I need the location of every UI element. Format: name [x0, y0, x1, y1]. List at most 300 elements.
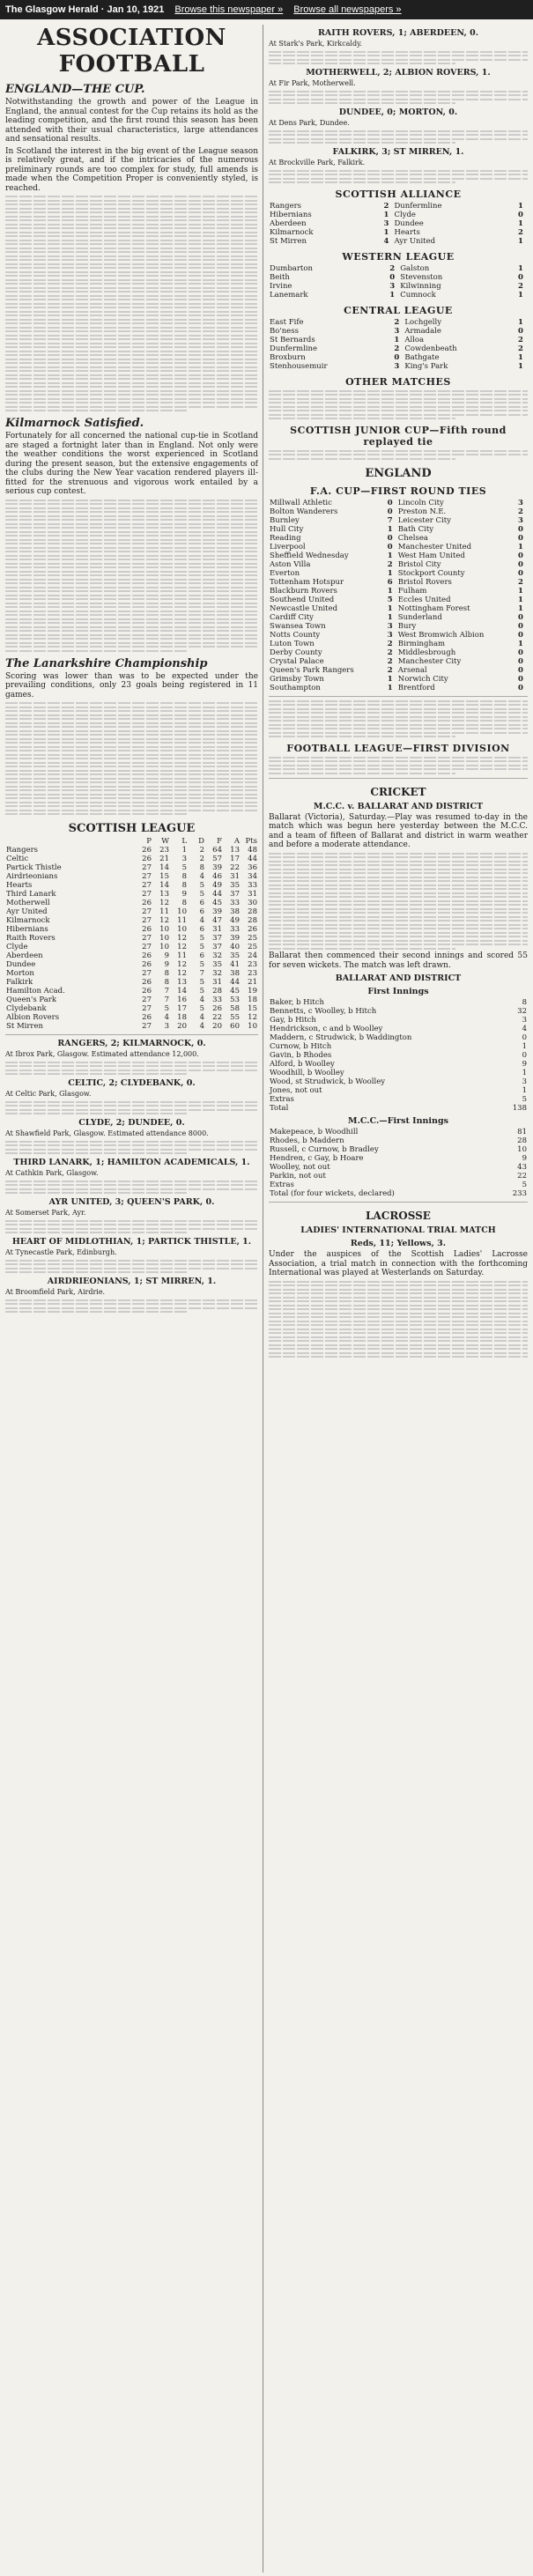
runs: 0 [522, 1051, 527, 1060]
article-text-line [5, 382, 258, 384]
browse-all-newspapers-link[interactable]: Browse all newspapers » [293, 4, 402, 15]
article-text-line [5, 227, 258, 229]
article-text-line [269, 91, 528, 93]
home-team: Queen's Park Rangers [270, 665, 354, 675]
article-text-line [5, 571, 258, 573]
table-cell: 10 [177, 925, 187, 934]
table-cell: 15 [248, 1004, 257, 1013]
article-text-line [269, 704, 528, 706]
article-text-line [5, 1232, 188, 1233]
section-title-alliance: SCOTTISH ALLIANCE [335, 189, 462, 200]
table-row [269, 211, 528, 219]
away-score: 1 [518, 639, 523, 648]
table-cell: 28 [248, 907, 257, 916]
article-text-line [269, 458, 455, 460]
table-cell: 40 [230, 943, 240, 951]
away-score: 2 [518, 336, 523, 344]
article-text-line [5, 707, 258, 708]
table-row [269, 551, 528, 560]
away-score: 1 [518, 202, 523, 211]
home-score: 7 [387, 515, 393, 525]
home-score: 1 [387, 568, 393, 578]
article-text-line [269, 908, 528, 910]
table-cell: 37 [212, 943, 222, 951]
home-score: 1 [389, 291, 396, 300]
article-text-line [269, 1352, 528, 1354]
article-text-line [5, 1152, 188, 1154]
browse-this-newspaper-link[interactable]: Browse this newspaper » [174, 4, 284, 15]
table-cell: 34 [248, 872, 257, 881]
table-cell: 45 [230, 987, 240, 996]
article-text-line [5, 702, 258, 704]
alliance-results [269, 202, 528, 246]
article-text-line [5, 283, 258, 285]
away-score: 0 [518, 648, 523, 657]
article-text-line [5, 255, 258, 257]
table-cell: 8 [181, 881, 187, 890]
table-cell: 27 [142, 996, 152, 1004]
article-text-line [5, 802, 258, 803]
home-team: Swansea Town [270, 621, 326, 631]
article-text-line [5, 1271, 188, 1273]
away-score: 0 [518, 327, 523, 336]
away-score: 1 [518, 318, 523, 327]
article-text-line [5, 240, 258, 241]
home-team: Lanemark [270, 291, 308, 300]
runs: 9 [522, 1154, 527, 1163]
away-score: 0 [518, 630, 523, 640]
away-score: 1 [518, 542, 523, 551]
table-row [5, 934, 258, 943]
table-cell: 26 [142, 960, 152, 969]
runs: 10 [517, 1145, 527, 1154]
match-result-headline: RANGERS, 2; KILMARNOCK, 0. [57, 1039, 206, 1048]
article-text-line [5, 370, 258, 372]
home-score: 3 [383, 219, 389, 228]
article-text-line [269, 724, 528, 726]
table-cell: 26 [142, 987, 152, 996]
article-text-line [269, 944, 528, 945]
article-text-line [5, 603, 258, 604]
home-score: 1 [387, 612, 393, 622]
article-text-line [269, 390, 528, 392]
article-text-line [5, 1062, 258, 1063]
column-header: P [146, 837, 152, 846]
article-text-line [5, 322, 258, 324]
away-team: West Bromwich Albion [397, 630, 485, 640]
home-score: 0 [387, 542, 393, 551]
table-cell: 8 [181, 872, 187, 881]
table-row [269, 344, 528, 353]
table-cell: 12 [159, 899, 169, 907]
home-team: Cardiff City [270, 612, 314, 622]
article-text-line [5, 235, 258, 237]
article-text-line [5, 598, 258, 600]
article-text-line [5, 507, 258, 509]
article-text-line [5, 1220, 258, 1222]
article-text-line [5, 1144, 258, 1146]
article-text-line [269, 1321, 528, 1322]
article-text-line [5, 390, 258, 392]
table-cell: 12 [177, 943, 187, 951]
article-text-line [5, 1228, 258, 1230]
table-cell: 27 [142, 969, 152, 978]
home-score: 0 [387, 507, 393, 516]
away-team: Clyde [394, 211, 416, 219]
table-row [5, 925, 258, 934]
away-team: Stockport County [397, 568, 465, 578]
home-score: 2 [394, 318, 400, 327]
away-team: Bristol Rovers [397, 577, 452, 587]
article-text-line [269, 1324, 528, 1326]
table-row [269, 219, 528, 228]
article-text-line [5, 523, 258, 525]
table-cell: Clydebank [6, 1004, 47, 1013]
article-text-line [269, 932, 528, 934]
away-score: 2 [518, 282, 523, 291]
away-score: 3 [518, 498, 523, 507]
table-cell: Falkirk [6, 978, 33, 987]
table-cell: 31 [248, 890, 257, 899]
runs: 1 [522, 1042, 527, 1051]
table-cell: 58 [230, 1004, 240, 1013]
table-cell: 44 [212, 890, 222, 899]
article-text-line [5, 279, 258, 281]
table-cell: 27 [142, 934, 152, 943]
article-text-line [269, 900, 528, 902]
table-row [5, 872, 258, 881]
article-text-line [269, 410, 528, 411]
table-row [269, 264, 528, 273]
match-result-headline: MOTHERWELL, 2; ALBION ROVERS, 1. [306, 68, 491, 78]
home-score: 3 [387, 630, 393, 640]
article-text-line [5, 351, 258, 352]
article-text-line [269, 181, 455, 183]
table-cell: 28 [212, 987, 222, 996]
table-row [5, 863, 258, 872]
section-title-central: CENTRAL LEAGUE [344, 305, 453, 316]
article-text-line [5, 1303, 258, 1305]
article-text-line [269, 928, 528, 929]
article-text-line [5, 271, 258, 273]
table-cell: 7 [199, 969, 204, 978]
newspaper-title: The Glasgow Herald · Jan 10, 1921 [5, 4, 165, 15]
home-score: 3 [394, 362, 400, 371]
league-table-body [5, 846, 258, 1031]
table-row [269, 327, 528, 336]
fa-cup-results [269, 499, 528, 692]
table-cell: 32 [212, 951, 222, 960]
table-row [269, 596, 528, 604]
table-cell: 3 [164, 1022, 169, 1031]
batsman: Bennetts, c Woolley, b Hitch [270, 1007, 377, 1016]
table-cell: 23 [248, 969, 257, 978]
table-row [269, 1095, 528, 1104]
article-text-line [5, 606, 258, 608]
table-cell: 37 [230, 890, 240, 899]
away-team: Kilwinning [400, 282, 441, 291]
article-text-line [269, 948, 455, 950]
table-cell: 26 [248, 925, 257, 934]
table-cell: 21 [248, 978, 257, 987]
article-text-line [269, 757, 528, 759]
match-result-headline: CELTIC, 2; CLYDEBANK, 0. [68, 1078, 196, 1088]
away-team: Norwich City [397, 674, 448, 684]
table-cell: 44 [230, 978, 240, 987]
home-team: Southend United [270, 595, 335, 604]
article-text-line [5, 730, 258, 732]
article-text-line [5, 515, 258, 517]
column-header: F [217, 837, 222, 846]
article-text-line [269, 1356, 528, 1358]
article-text-line [5, 1184, 258, 1186]
article-text-line [5, 746, 258, 748]
article-text-line [269, 712, 528, 714]
match-result-text: At Dens Park, Dundee. [269, 119, 350, 127]
home-team: Newcastle United [270, 603, 338, 613]
home-score: 2 [394, 344, 400, 353]
table-row [269, 1128, 528, 1136]
article-text-line [5, 789, 258, 791]
runs: 138 [512, 1104, 527, 1113]
article-text-line [269, 55, 528, 56]
cricket-paragraph-1: Ballarat (Victoria), Saturday.—Play was resumed to-day in the match which was begun here yesterday between the M.C.C. and a team of fifteen of Ballarat and district in warm weather and before a moderate attendance. [269, 812, 528, 849]
batsman: Alford, b Woolley [270, 1060, 335, 1069]
runs: 0 [522, 1033, 527, 1042]
table-row [269, 525, 528, 534]
article-text-line [5, 219, 258, 221]
article-text-line [269, 888, 528, 890]
article-text-line [269, 896, 528, 898]
article-text-line [5, 208, 258, 210]
divider [269, 696, 528, 697]
article-text-line [269, 885, 528, 886]
article-text-line [269, 1313, 528, 1314]
article-text-line [5, 786, 258, 788]
ballarat-scorecard [269, 998, 528, 1113]
table-cell: Raith Rovers [6, 934, 56, 943]
article-text-line [5, 714, 258, 716]
article-text-line [5, 354, 258, 356]
away-team: Lincoln City [397, 498, 444, 507]
section-title-fa-cup: F.A. CUP—FIRST ROUND TIES [309, 485, 487, 497]
table-cell: 12 [177, 969, 187, 978]
batsman: Hendren, c Gay, b Hoare [270, 1154, 364, 1163]
table-cell: 31 [212, 925, 222, 934]
article-text-line [269, 63, 455, 64]
article-text-line [269, 402, 528, 403]
lacrosse-score: Reds, 11; Yellows, 3. [350, 1239, 447, 1248]
article-text-line [269, 394, 528, 396]
article-text-line [269, 1305, 528, 1307]
table-cell: Airdrieonians [6, 872, 58, 881]
central-results [269, 318, 528, 371]
lacrosse-match-title: LADIES' INTERNATIONAL TRIAL MATCH [300, 1225, 496, 1235]
article-text-line [269, 142, 455, 144]
table-row [269, 1016, 528, 1025]
article-text-line [5, 295, 258, 297]
article-text-line [5, 626, 258, 628]
article-text-line [5, 734, 258, 736]
article-text-line [5, 559, 258, 560]
article-text-line [5, 287, 258, 289]
table-cell: Rangers [6, 846, 39, 855]
runs: 4 [522, 1025, 527, 1033]
table-row [269, 202, 528, 211]
table-cell: 31 [230, 872, 240, 881]
right-column [269, 25, 528, 2572]
table-cell: 27 [142, 943, 152, 951]
article-text-line [5, 335, 258, 337]
article-text-line [5, 1268, 258, 1269]
article-text-line [269, 880, 528, 882]
article-text-line [5, 362, 258, 364]
table-cell: 19 [248, 987, 257, 996]
table-cell: 57 [212, 855, 222, 863]
article-text-line [269, 720, 528, 722]
table-cell: 38 [230, 969, 240, 978]
table-row [269, 1033, 528, 1042]
article-text-line [269, 418, 455, 419]
table-row [5, 855, 258, 863]
table-cell: 13 [177, 978, 187, 987]
article-text-line [5, 1307, 258, 1309]
home-team: Rangers [270, 202, 302, 211]
article-text-line [269, 765, 528, 766]
article-paragraph-1: Notwithstanding the growth and power of the League in England, the annual contest for the Cup retains its hold as the leading competition, and the first round this season has been attended with their usual characteristics, large attendances and sensational results. [5, 98, 258, 144]
article-text-line [5, 1311, 188, 1313]
cricket-match-title: M.C.C. v. BALLARAT AND DISTRICT [313, 801, 484, 811]
home-team: Bolton Wanderers [270, 507, 338, 516]
match-result-headline: THIRD LANARK, 1; HAMILTON ACADEMICALS, 1. [13, 1158, 250, 1167]
table-cell: Dundee [6, 960, 36, 969]
article-text-line [5, 770, 258, 772]
article-text-line [5, 1224, 258, 1225]
table-cell: 26 [142, 855, 152, 863]
table-cell: 27 [142, 872, 152, 881]
table-row [269, 1060, 528, 1069]
article-text-line [269, 708, 528, 710]
table-row [269, 1136, 528, 1145]
table-cell: Motherwell [6, 899, 50, 907]
table-cell: 10 [248, 1022, 257, 1031]
article-text-line [5, 1141, 258, 1143]
away-team: Alloa [404, 336, 425, 344]
table-cell: 53 [230, 996, 240, 1004]
table-header-row [5, 837, 258, 846]
article-text-line [5, 291, 258, 292]
away-score: 0 [518, 683, 523, 692]
table-row [5, 969, 258, 978]
batsman: Wood, st Strudwick, b Woolley [270, 1077, 386, 1086]
match-result-text: At Fir Park, Motherwell. [269, 79, 356, 87]
table-row [269, 1042, 528, 1051]
article-text-line [269, 856, 528, 858]
home-team: Beith [270, 273, 290, 282]
table-row [269, 516, 528, 525]
article-text-line [5, 758, 258, 759]
runs: 28 [517, 1136, 527, 1145]
table-cell: 6 [199, 951, 204, 960]
article-text-line [5, 813, 188, 815]
away-score: 1 [518, 237, 523, 246]
article-text-line [5, 726, 258, 728]
runs: 81 [517, 1128, 527, 1136]
article-text-line [5, 622, 258, 624]
article-text-line [5, 646, 258, 648]
home-score: 2 [387, 559, 393, 569]
table-cell: 36 [248, 863, 257, 872]
home-team: East Fife [270, 318, 304, 327]
article-text-line [269, 912, 528, 914]
table-cell: 5 [199, 978, 204, 987]
table-cell: 26 [142, 1013, 152, 1022]
runs: 9 [522, 1060, 527, 1069]
runs: 1 [522, 1086, 527, 1095]
article-text-line [5, 386, 258, 388]
table-row [269, 228, 528, 237]
home-team: Aberdeen [270, 219, 307, 228]
table-row [269, 1007, 528, 1016]
table-cell: 27 [142, 1004, 152, 1013]
scorecard-title: BALLARAT AND DISTRICT [335, 973, 462, 983]
match-result-text: At Brockville Park, Falkirk. [269, 159, 366, 167]
away-team: Manchester City [397, 656, 462, 666]
article-text-line [269, 920, 528, 922]
table-cell: 10 [159, 925, 169, 934]
newspaper-page [0, 19, 533, 2576]
table-cell: Albion Rovers [6, 1013, 60, 1022]
table-row [5, 960, 258, 969]
batsman: Parkin, not out [270, 1172, 326, 1181]
table-row [269, 622, 528, 631]
runs: 3 [522, 1077, 527, 1086]
table-cell: 4 [199, 1013, 204, 1022]
article-text-line [5, 410, 188, 411]
table-cell: 27 [142, 916, 152, 925]
away-team: Cowdenbeath [404, 344, 457, 353]
table-cell: Hibernians [6, 925, 48, 934]
article-text-line [269, 853, 528, 855]
table-row [269, 604, 528, 613]
article-text-line [5, 378, 258, 380]
divider [269, 778, 528, 779]
table-cell: 11 [177, 916, 187, 925]
article-text-line [5, 1113, 188, 1114]
article-text-line [269, 1284, 528, 1286]
away-score: 1 [518, 291, 523, 300]
away-team: Fulham [397, 586, 427, 596]
article-text-line [5, 1299, 258, 1301]
table-cell: 37 [212, 934, 222, 943]
runs: 8 [522, 998, 527, 1007]
table-row [269, 1181, 528, 1189]
article-text-line [269, 1344, 528, 1346]
subheading-cup: ENGLAND—THE CUP. [5, 83, 145, 96]
home-team: Reading [270, 533, 301, 543]
article-text-line [5, 216, 258, 218]
article-text-line [269, 861, 528, 862]
table-cell: 11 [159, 907, 169, 916]
article-text-line [269, 864, 528, 866]
article-text-line [5, 500, 258, 501]
article-text-line [269, 892, 528, 894]
article-text-line [5, 359, 258, 360]
divider [269, 1202, 528, 1203]
table-cell: 18 [248, 996, 257, 1004]
article-text-line [5, 263, 258, 265]
away-score: 0 [518, 273, 523, 282]
